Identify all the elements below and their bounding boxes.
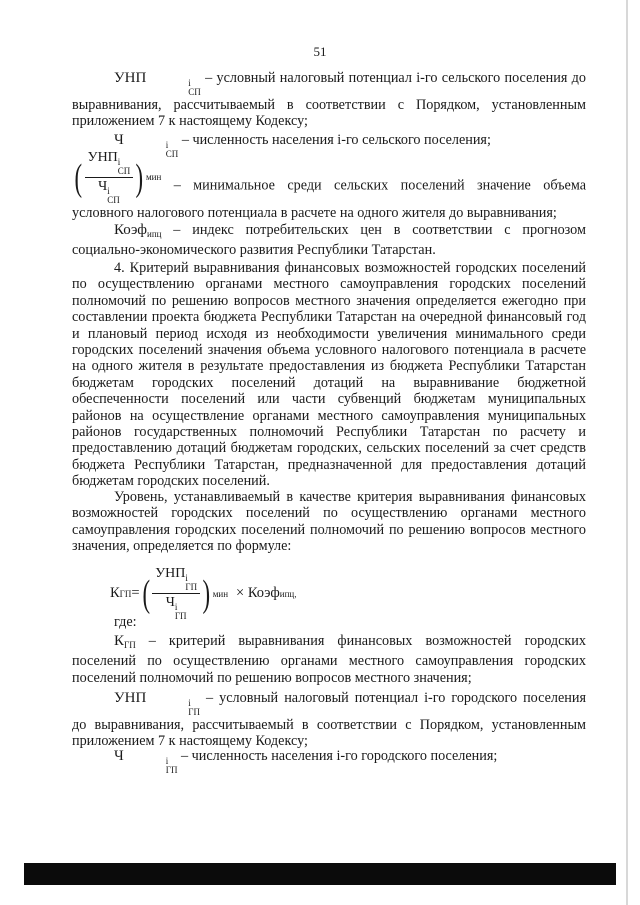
symbol-unp-sp: УНП i СП [114, 70, 201, 97]
symbol-unp-gp: УНП i ГП [114, 690, 200, 717]
definition-unp-sp: УНП i СП – условный налоговый потенциал i-го сельского поселения до выравнивания, рассчитываемый в соответствии с Порядком, установленным приложением 7 к настоящему Кодексу; [72, 70, 586, 130]
definition-ch-gp: Ч i ГП – численность населения i-го городского поселения; [114, 748, 498, 775]
definition-min-ratio-sp: ( УНП i СП Ч i СП ) мин – минимальное среди сельских поселений значение объема условного налогового потенциала в расчете на одного жителя до выравнивания; [72, 150, 586, 221]
symbol-ch-sp: Ч i СП [114, 132, 179, 159]
page-number: 51 [313, 44, 327, 59]
symbol-ch-gp: Ч i ГП [114, 748, 178, 775]
paragraph-4: 4. Критерий выравнивания финансовых возможностей городских поселений по осуществлению органами местного самоуправления городских поселений полномочий по решению вопросов местного значения определяется ежегодно при составлении проекта бюджета Республики Татарстан на очередной финансовый год и плановый период исходя из необходимости увеличения минимального среди городских поселений значения объема условного налогового потенциала в расчете на одного жителя в результате предоставления из бюджета Республики Татарстан бюджетам городских поселений дотаций на выравнивание бюджетной обеспеченности поселений или части субвенций бюджетам муниципальных районов на осуществление органами местного самоуправления муниципальных районов государственных полномочий Республики Татарстан по расчету и предоставлению дотаций бюджетам городских, сельских поселений за счет средств бюджета Республики Татарстан, предназначенной для предоставления дотаций бюджетам городских поселений. [72, 260, 586, 490]
scan-bottom-bar [24, 863, 616, 885]
scan-edge [626, 0, 628, 905]
formula-k-gp: К ГП = ( УНП i ГП Ч i ГП ) мин × Коэф ипц, [110, 566, 297, 621]
symbol-koef-ipc: Коэф$_{ипц}$ [114, 222, 162, 239]
where-label: где: [114, 614, 137, 630]
definition-koef-ipc: Коэф$_{ипц}$ – индекс потребительских цен в соответствии с прогнозом социально-экономического развития Республики Татарстан. [72, 222, 586, 259]
definition-k-gp: $К_{ГП}$ – критерий выравнивания финансовых возможностей городских поселений по осуществлению органами местного самоуправления городских поселений полномочий по решению вопросов местного значения; [72, 633, 586, 686]
fraction-unp-over-ch-sp: ( УНП i СП Ч i СП ) мин [74, 150, 162, 205]
paragraph-level: Уровень, устанавливаемый в качестве критерия выравнивания финансовых возможностей городских поселений по осуществлению органами местного самоуправления городских поселений полномочий по решению вопросов местного значения, определяется по формуле: [72, 489, 586, 555]
definition-ch-sp: Ч i СП – численность населения i-го сельского поселения; [114, 132, 491, 159]
definition-unp-gp: УНП i ГП – условный налоговый потенциал i-го городского поселения до выравнивания, рассчитываемый в соответствии с Порядком, установленным приложением 7 к настоящему Кодексу; [72, 690, 586, 750]
symbol-k-gp: $К_{ГП}$ [114, 633, 136, 650]
